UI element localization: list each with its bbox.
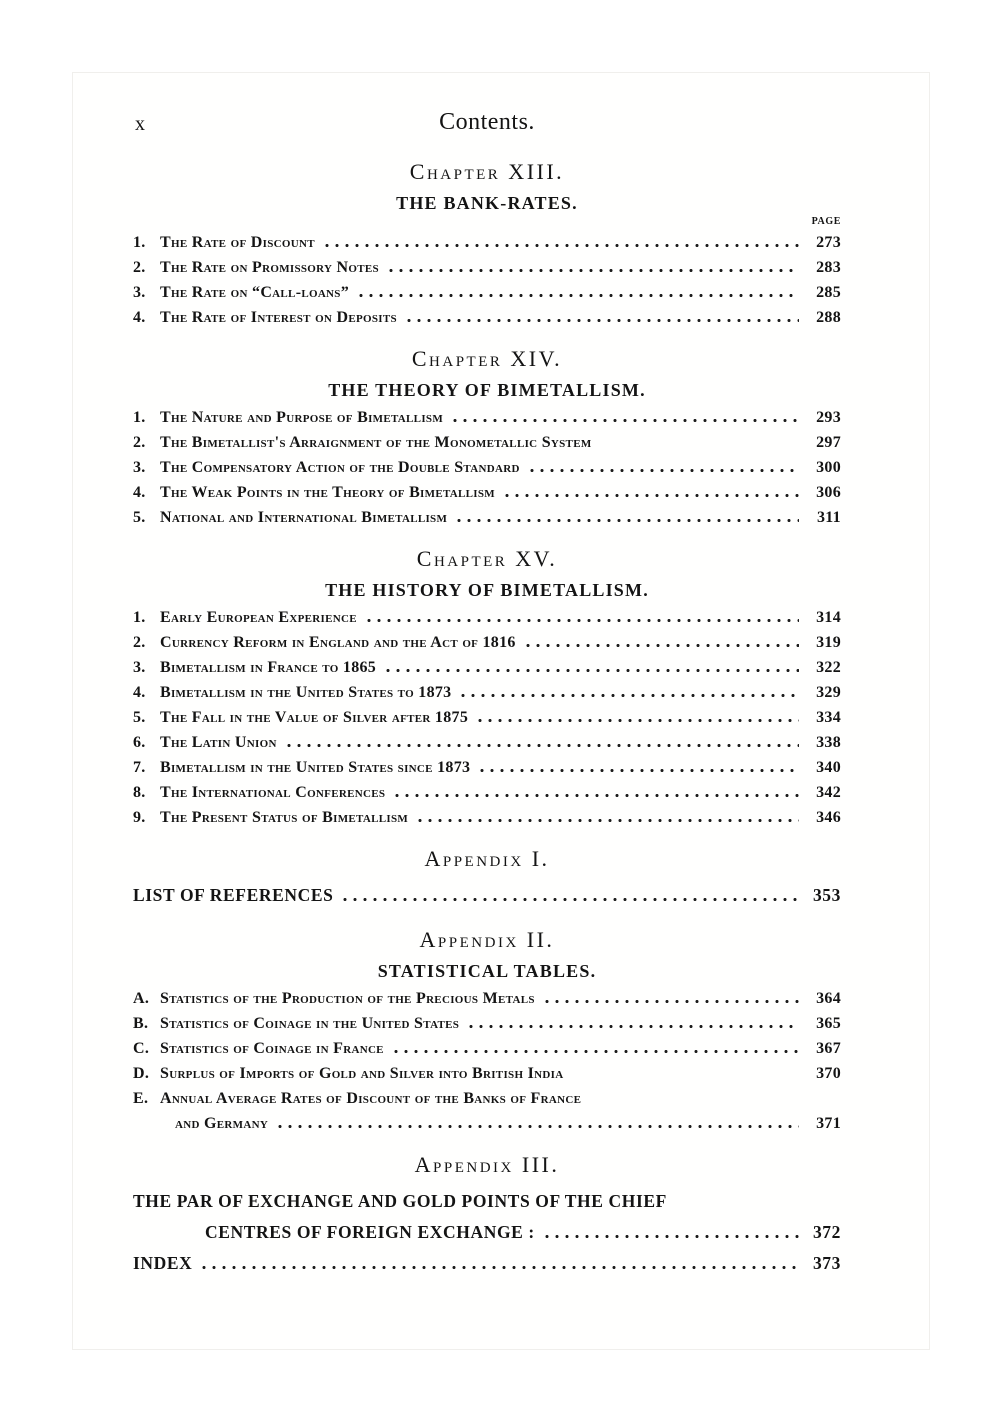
chapter-heading: Appendix II. [419, 927, 555, 952]
toc-entry [133, 705, 841, 730]
toc-entry [133, 480, 841, 505]
table-of-contents [133, 159, 841, 1279]
entry-list [133, 1186, 841, 1279]
page-header [133, 109, 841, 143]
toc-entry [133, 430, 841, 455]
entry-title: The International Conferences [160, 784, 386, 801]
entry-title: Annual Average Rates of Discount of the Banks of France [160, 1090, 582, 1107]
entry-number: 6. [133, 734, 146, 751]
chapter-subheading: STATISTICAL TABLES. [377, 961, 597, 981]
chapter-subheading: THE BANK-RATES. [396, 193, 578, 213]
entry-page-number: 314 [816, 609, 841, 626]
entry-number: 2. [133, 259, 146, 276]
toc-entry [133, 880, 841, 911]
entry-number: 8. [133, 784, 146, 801]
toc-section [133, 546, 841, 830]
entry-page-number: 273 [816, 234, 841, 251]
toc-entry [133, 280, 841, 305]
entry-title: The Nature and Purpose of Bimetallism [160, 409, 443, 426]
dot-leader [402, 317, 799, 322]
folio-page-number: x [135, 113, 145, 135]
entry-list [133, 230, 841, 330]
toc-entry [133, 780, 841, 805]
chapter-heading: Appendix III. [414, 1152, 560, 1177]
entry-page-number: 346 [816, 809, 841, 826]
toc-entry [133, 1217, 841, 1248]
entry-page-number: 367 [816, 1040, 841, 1057]
toc-entry [133, 455, 841, 480]
entry-title: The Rate of Discount [160, 234, 315, 251]
entry-page-number: 365 [816, 1015, 841, 1032]
chapter-heading: Appendix I. [424, 846, 550, 871]
dot-leader [362, 617, 799, 622]
entry-number: 2. [133, 634, 146, 651]
entry-page-number: 297 [816, 434, 841, 451]
entry-title: Statistics of Coinage in the United States [160, 1015, 460, 1032]
dot-leader [413, 817, 799, 822]
toc-section [133, 927, 841, 1136]
entry-page-number: 329 [816, 684, 841, 701]
toc-entry [133, 805, 841, 830]
dot-leader [338, 896, 799, 901]
entry-title: The Compensatory Action of the Double Standard [160, 459, 520, 476]
entry-page-number: 300 [816, 459, 841, 476]
toc-section [133, 346, 841, 530]
entry-title: Surplus of Imports of Gold and Silver into British India [160, 1065, 564, 1082]
entry-number: D. [133, 1065, 150, 1082]
toc-entry [133, 1111, 841, 1136]
entry-number: 3. [133, 659, 146, 676]
dot-leader [464, 1023, 799, 1028]
entry-title: The Bimetallist's Arraignment of the Monometallic System [160, 434, 592, 451]
dot-leader [320, 242, 799, 247]
entry-page-number: 285 [816, 284, 841, 301]
toc-entry [133, 630, 841, 655]
toc-entry [133, 505, 841, 530]
entry-page-number: 311 [816, 509, 841, 526]
entry-title: Currency Reform in England and the Act of 1816 [160, 634, 516, 651]
entry-title: Bimetallism in the United States to 1873 [160, 684, 452, 701]
entry-number: 1. [133, 409, 146, 426]
entry-title: National and International Bimetallism [160, 509, 448, 526]
entry-page-number: 372 [812, 1222, 841, 1242]
entry-number: 3. [133, 284, 146, 301]
entry-title: THE PAR OF EXCHANGE AND GOLD POINTS OF THE CHIEF [133, 1191, 667, 1211]
entry-page-number: 342 [816, 784, 841, 801]
toc-entry [133, 405, 841, 430]
toc-section [133, 846, 841, 911]
toc-entry [133, 1186, 841, 1217]
entry-page-number: 288 [816, 309, 841, 326]
entry-number: 7. [133, 759, 146, 776]
chapter-subheading: THE HISTORY OF BIMETALLISM. [325, 580, 649, 600]
page-column-label: PAGE [811, 216, 841, 227]
entry-title: Statistics of Coinage in France [160, 1040, 384, 1057]
entry-list [133, 405, 841, 530]
toc-entry [133, 655, 841, 680]
entry-title: The Rate of Interest on Deposits [160, 309, 397, 326]
dot-leader [540, 1233, 799, 1238]
dot-leader [475, 767, 799, 772]
chapter-heading: Chapter XIII. [409, 159, 565, 184]
entry-number: 4. [133, 484, 146, 501]
chapter-heading: Chapter XV. [416, 546, 558, 571]
entry-page-number: 293 [816, 409, 841, 426]
entry-number: 1. [133, 234, 146, 251]
toc-entry [133, 1061, 841, 1086]
entry-page-number: 371 [816, 1115, 841, 1132]
entry-number: 3. [133, 459, 146, 476]
dot-leader [389, 1048, 799, 1053]
dot-leader [540, 998, 799, 1003]
toc-entry [133, 680, 841, 705]
entry-page-number: 322 [816, 659, 841, 676]
entry-title: The Present Status of Bimetallism [160, 809, 409, 826]
entry-title: The Latin Union [160, 734, 277, 751]
entry-number: 5. [133, 509, 146, 526]
toc-entry [133, 230, 841, 255]
dot-leader [597, 442, 799, 447]
toc-section [133, 1152, 841, 1279]
toc-entry [133, 255, 841, 280]
entry-page-number: 373 [812, 1253, 841, 1273]
entry-title: LIST OF REFERENCES [133, 885, 334, 905]
dot-leader [282, 742, 799, 747]
entry-title: Statistics of the Production of the Precious Metals [160, 990, 535, 1007]
dot-leader [452, 517, 799, 522]
entry-page-number: 306 [816, 484, 841, 501]
dot-leader [473, 717, 799, 722]
entry-title: and Germany [175, 1115, 269, 1132]
page-title: Contents. [439, 109, 535, 135]
entry-number: A. [133, 990, 150, 1007]
book-page [72, 72, 930, 1350]
dot-leader [500, 492, 799, 497]
entry-title: The Fall in the Value of Silver after 1875 [160, 709, 469, 726]
entry-title: The Rate on Promissory Notes [160, 259, 379, 276]
entry-page-number: 364 [816, 990, 841, 1007]
entry-list [133, 986, 841, 1136]
dot-leader [456, 692, 799, 697]
toc-entry [133, 605, 841, 630]
toc-entry [133, 1248, 841, 1279]
entry-title: The Weak Points in the Theory of Bimetallism [160, 484, 495, 501]
entry-number: 5. [133, 709, 146, 726]
entry-page-number: 338 [816, 734, 841, 751]
toc-entry [133, 305, 841, 330]
entry-page-number: 370 [816, 1065, 841, 1082]
toc-entry [133, 1011, 841, 1036]
chapter-heading: Chapter XIV. [411, 346, 563, 371]
entry-number: 2. [133, 434, 146, 451]
entry-title: The Rate on “Call-loans” [160, 284, 350, 301]
toc-entry [133, 755, 841, 780]
entry-number: 9. [133, 809, 146, 826]
entry-number: 1. [133, 609, 146, 626]
entry-page-number: 353 [812, 885, 841, 905]
dot-leader [197, 1264, 799, 1269]
entry-list [133, 880, 841, 911]
entry-title: INDEX [133, 1253, 193, 1273]
entry-number: 4. [133, 309, 146, 326]
toc-entry [133, 1086, 841, 1111]
toc-entry [133, 730, 841, 755]
dot-leader [390, 792, 799, 797]
entry-title: Early European Experience [160, 609, 357, 626]
toc-entry [133, 986, 841, 1011]
dot-leader [568, 1073, 799, 1078]
dot-leader [273, 1123, 799, 1128]
chapter-subheading: THE THEORY OF BIMETALLISM. [328, 380, 646, 400]
entry-number: E. [133, 1090, 149, 1107]
entry-number: 4. [133, 684, 146, 701]
entry-title: CENTRES OF FOREIGN EXCHANGE : [205, 1222, 535, 1242]
entry-number: C. [133, 1040, 150, 1057]
dot-leader [384, 267, 799, 272]
entry-list [133, 605, 841, 830]
entry-page-number: 283 [816, 259, 841, 276]
toc-section [133, 159, 841, 330]
dot-leader [525, 467, 799, 472]
dot-leader [381, 667, 799, 672]
entry-number: B. [133, 1015, 149, 1032]
dot-leader [521, 642, 799, 647]
dot-leader [448, 417, 799, 422]
toc-entry [133, 1036, 841, 1061]
entry-title: Bimetallism in the United States since 1873 [160, 759, 471, 776]
entry-page-number: 319 [816, 634, 841, 651]
dot-leader [354, 292, 799, 297]
entry-page-number: 340 [816, 759, 841, 776]
entry-page-number: 334 [816, 709, 841, 726]
entry-title: Bimetallism in France to 1865 [160, 659, 377, 676]
